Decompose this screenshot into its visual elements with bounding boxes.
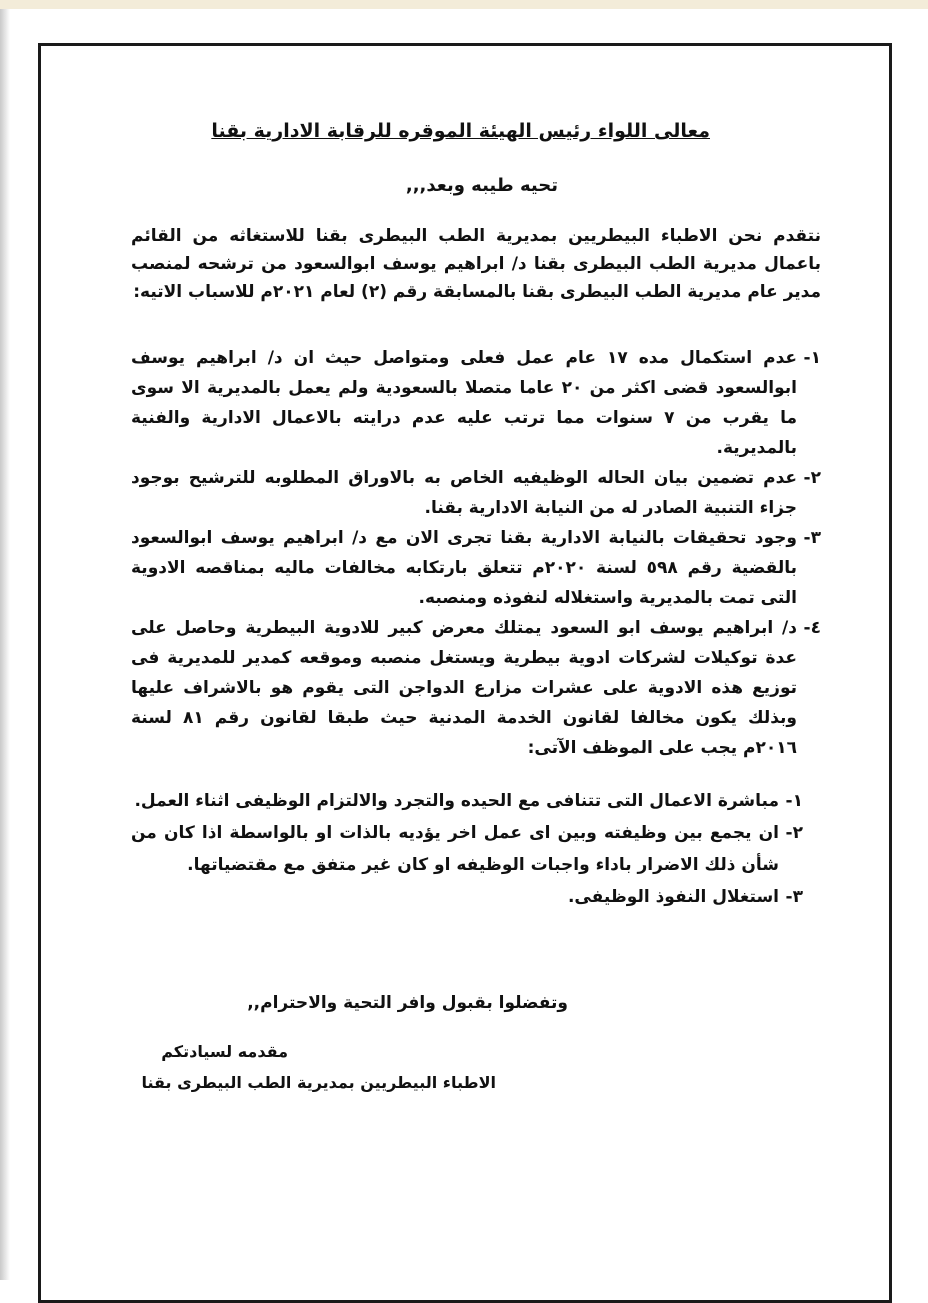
clause-text: مباشرة الاعمال التى تتنافى مع الحيده والتجرد والالتزام الوظيفى اثناء العمل. <box>134 791 779 811</box>
letter-greeting: تحيه طيبه وبعد,,, <box>405 175 558 196</box>
submitted-to: مقدمه لسيادتكم <box>161 1042 288 1061</box>
law-clause-item <box>131 817 803 881</box>
letter-heading: معالى اللواء رئيس الهيئة الموقره للرقابة الادارية بقنا <box>211 120 710 142</box>
reason-item <box>131 343 821 463</box>
reason-number: ١- <box>803 348 821 368</box>
reason-item <box>131 463 821 523</box>
clause-number: ١- <box>785 791 803 811</box>
reason-text: د/ ابراهيم يوسف ابو السعود يمتلك معرض كبير للادوية البيطرية وحاصل على عدة توكيلات لشركات ادوية بيطرية ويستغل منصبه وموقعه كمدير للمديرية فى توزيع هذه الادوية على عشرات مزارع الدواجن التى يقوم هو بالاشراف عليها وبذلك يكون مخالفا لقانون الخدمة المدنية حيث طبقا لقانون رقم ٨١ لسنة ٢٠١٦م يجب على الموظف الآتى: <box>131 618 798 758</box>
law-clause-item <box>131 785 803 817</box>
top-edge <box>0 0 928 9</box>
reason-text: وجود تحقيقات بالنيابة الادارية بقنا تجرى الان مع د/ ابراهيم يوسف ابوالسعود بالقضية رقم ٥٩٨ لسنة ٢٠٢٠م تتعلق بارتكابه مخالفات ماليه بمناقصه الادوية التى تمت بالمديرية واستغلاله لنفوذه ومنصبه. <box>131 528 797 608</box>
reason-text: عدم تضمين بيان الحاله الوظيفيه الخاص به بالاوراق المطلوبه للترشيح بوجود جزاء التنبية الصادر له من النيابة الادارية بقنا. <box>131 468 797 518</box>
clause-number: ٢- <box>785 823 803 843</box>
law-clauses-list <box>131 785 803 913</box>
clause-text: ان يجمع بين وظيفته وبين اى عمل اخر يؤديه بالذات او بالواسطة اذا كان من شأن ذلك الاضرار باداء واجبات الوظيفه او كان غير متفق مع مقتضياتها. <box>131 823 779 875</box>
clause-text: استغلال النفوذ الوظيفى. <box>567 887 779 907</box>
reason-item <box>131 523 821 613</box>
law-clause-item <box>131 881 803 913</box>
reason-item <box>131 613 821 763</box>
letter-closing: وتفضلوا بقبول وافر التحية والاحترام,, <box>247 993 568 1013</box>
reason-text: عدم استكمال مده ١٧ عام عمل فعلى ومتواصل حيث ان د/ ابراهيم يوسف ابوالسعود قضى اكثر من ٢٠ عاما متصلا بالسعودية ولم يعمل بالمديرية الا سوى ما يقرب من ٧ سنوات مما ترتب عليه عدم درايته بالاعمال الادارية والفنية بالمديرية. <box>131 348 797 458</box>
page-shadow <box>0 9 10 1280</box>
reason-number: ٤- <box>803 618 821 638</box>
clause-number: ٣- <box>785 887 803 907</box>
letter-intro: نتقدم نحن الاطباء البيطريين بمديرية الطب البيطرى بقنا للاستغاثه من القائم باعمال مديرية الطب البيطرى بقنا د/ ابراهيم يوسف ابوالسعود من ترشحه لمنصب مدير عام مديرية الطب البيطرى بقنا بالمسابقة رقم (٢) لعام ٢٠٢١م للاسباب الاتيه: <box>131 226 821 302</box>
reasons-list <box>131 343 821 763</box>
reason-number: ٣- <box>803 528 821 548</box>
reason-number: ٢- <box>803 468 821 488</box>
letter-signature: الاطباء البيطريين بمديرية الطب البيطرى بقنا <box>141 1073 496 1092</box>
